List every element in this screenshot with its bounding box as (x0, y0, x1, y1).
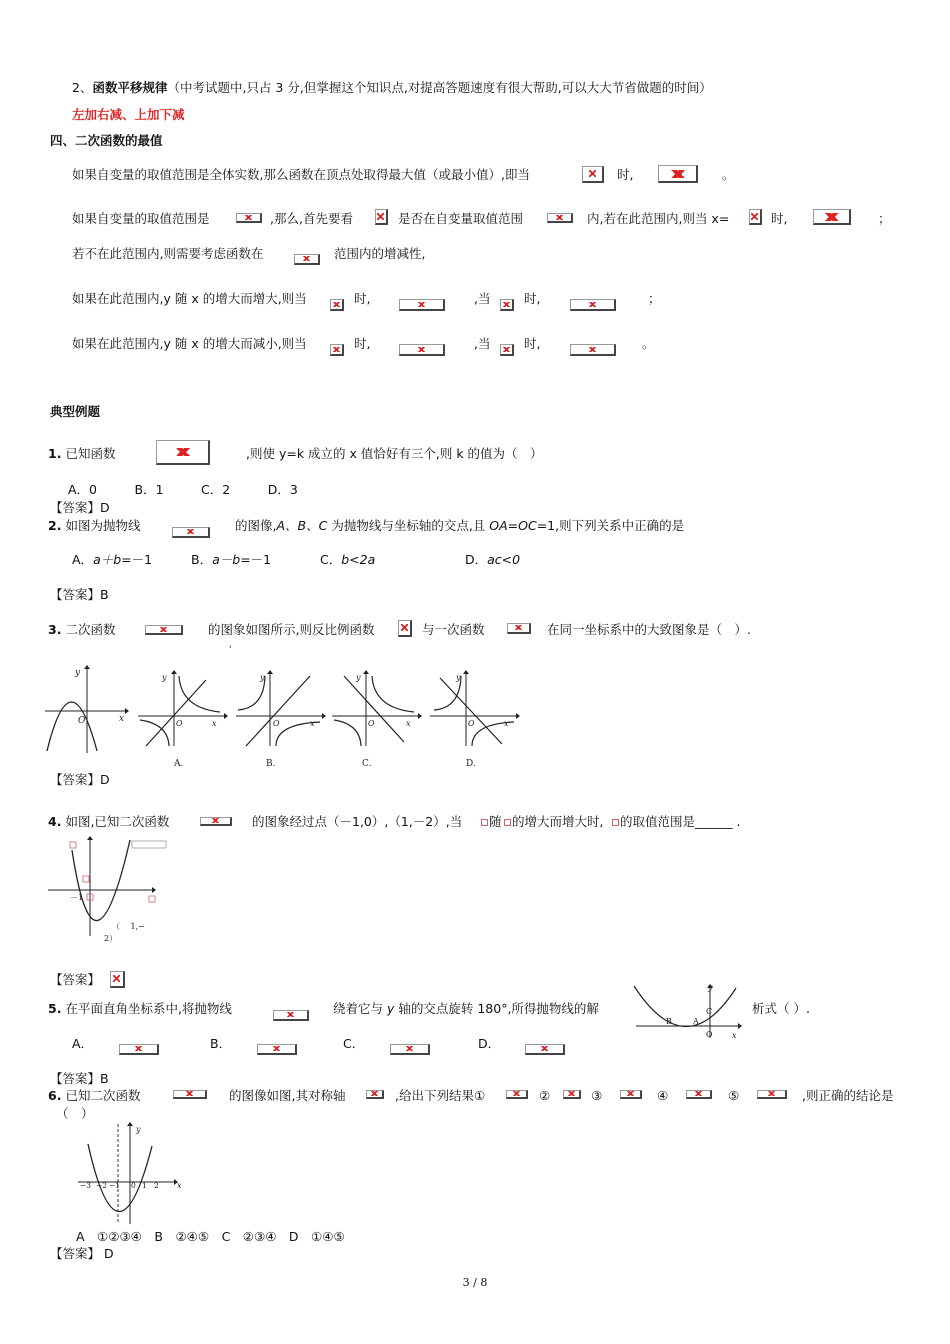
q4-point-label-2: 2） (104, 934, 118, 943)
y-label: y (75, 668, 81, 678)
s4-p4-text-b: 时, (354, 291, 371, 306)
s4-p5-text-e: 。 (642, 336, 655, 351)
q3-text-a: 二次函数 (65, 622, 116, 637)
q3-text-d: 在同一坐标系中的大致图象是（ ）. (547, 622, 751, 637)
q3-answer: 【答案】D (50, 772, 110, 787)
parabola-curve (634, 986, 736, 1027)
q5-text-d: 析式（ ）. (752, 1001, 810, 1016)
formula-image (749, 209, 762, 225)
svg-text:x: x (406, 719, 411, 728)
q2-option-b: B．a－b=－1 (191, 552, 272, 567)
q3-option-b-figure (236, 670, 326, 770)
formula-image (658, 165, 698, 183)
q5-text-a: 在平面直角坐标系中,将抛物线 (65, 1001, 232, 1016)
s4-p5-text-a: 如果在此范围内,y 随 x 的增大而减小,则当 (72, 336, 307, 351)
s4-p3-text-b: 范围内的增减性, (334, 246, 426, 261)
s4-p5-text-d: 时, (524, 336, 541, 351)
section-2-title: 函数平移规律 (92, 80, 168, 95)
q6-figure (76, 1122, 188, 1226)
s4-p5-text-b: 时, (354, 336, 371, 351)
option-a-label: A. (174, 759, 184, 769)
hyperbola-branch (179, 676, 220, 712)
q3-option-c-figure (332, 670, 422, 770)
origin-label: O (78, 716, 86, 726)
section-2-note: （中考试题中,只占 3 分,但掌握这个知识点,对提高答题速度有很大帮助,可以大大节省做题的时间） (167, 80, 712, 95)
svg-text:O: O (468, 719, 475, 728)
formula-image (200, 817, 232, 826)
q1-text-a: 已知函数 (65, 446, 116, 461)
option-d-label: D. (466, 759, 476, 769)
formula-image (119, 1044, 159, 1055)
q5-figure (628, 982, 746, 1042)
formula-image (399, 344, 445, 356)
parabola-curve (88, 1144, 152, 1212)
s4-p5-text-c: ,当 (474, 336, 491, 351)
formula-image (757, 1090, 787, 1099)
q4-figure (46, 836, 166, 946)
y-axis-arrow (84, 665, 90, 669)
s4-p2-text-e: 时, (771, 211, 788, 226)
examples-title: 典型例题 (50, 404, 101, 419)
q2-text-a: 如图为抛物线 (65, 518, 141, 533)
formula-image (145, 625, 183, 635)
svg-text:y: y (260, 673, 265, 682)
parabola-curve (47, 702, 97, 751)
svg-text:O: O (176, 719, 183, 728)
q5-answer: 【答案】B (50, 1071, 109, 1086)
formula-image (257, 1044, 297, 1055)
svg-text:y: y (162, 673, 167, 682)
q6-options: A ①②③④ B ②④⑤ C ②③④ D ①④⑤ (76, 1229, 345, 1244)
formula-image (398, 620, 412, 637)
x-axis-arrow (125, 708, 129, 714)
formula-image (375, 209, 388, 225)
q5-stem-b: 绕着它与 y 轴的交点旋转 180°,所得抛物线的解 (333, 1001, 599, 1016)
q5-number: 5. (48, 1001, 62, 1016)
svg-text:y: y (136, 1125, 141, 1134)
svg-text:B: B (666, 1017, 672, 1026)
q4-stem-a (48, 814, 169, 830)
q1-text-b: ,则使 y=k 成立的 x 值恰好有三个,则 k 的值为（ ） (246, 446, 543, 461)
q1-stem (48, 446, 115, 462)
formula-image (582, 166, 604, 183)
svg-text:−1: −1 (109, 1181, 121, 1190)
s4-p1 (72, 167, 530, 183)
q2-text-b: 的图像, (235, 518, 277, 533)
s4-p2-text-f: ； (878, 211, 891, 226)
svg-text:C: C (706, 1007, 713, 1016)
q2-option-c: C．b<2a (320, 552, 376, 567)
section-2-number: 2、 (72, 80, 93, 95)
q2-text-c: 为抛物线与坐标轴的交点,且 (327, 518, 490, 533)
s4-p1-text-c: 。 (722, 167, 735, 182)
svg-text:−2: −2 (96, 1181, 108, 1190)
formula-image (172, 527, 210, 538)
q2-option-d: D．ac<0 (465, 552, 521, 567)
q4-text-d: 的增大而增大时, (512, 814, 604, 829)
page-number: 3 / 8 (462, 1276, 488, 1289)
q1-answer: 【答案】D (50, 500, 110, 515)
s4-p1-text-a: 如果自变量的取值范围是全体实数,那么函数在顶点处取得最大值（或最小值）,即当 (72, 167, 530, 182)
svg-text:O: O (273, 719, 280, 728)
q1-number: 1. (48, 446, 62, 461)
q6-text-c: ,给出下列结果① (395, 1088, 486, 1103)
line (146, 680, 206, 746)
q3-number: 3. (48, 622, 62, 637)
formula-image (563, 1090, 581, 1099)
svg-text:A: A (693, 1017, 699, 1026)
q5-option-c: C． (343, 1036, 365, 1051)
s4-p2-text-c: 是否在自变量取值范围 (398, 211, 524, 226)
svg-text:2: 2 (154, 1181, 159, 1190)
svg-text:x: x (177, 1181, 182, 1190)
svg-text:x: x (504, 719, 509, 728)
svg-text:O: O (706, 1030, 713, 1039)
q6-num-4: ④ (657, 1088, 669, 1103)
option-b-label: B. (266, 759, 276, 769)
q2-option-a: A．a＋b=－1 (72, 552, 153, 567)
formula-image (399, 299, 445, 311)
formula-image (156, 440, 210, 465)
q6-text-a: 已知二次函数 (65, 1088, 141, 1103)
formula-image (366, 1090, 384, 1099)
svg-text:x: x (310, 719, 315, 728)
formula-image (570, 299, 616, 311)
s4-p4-text-a: 如果在此范围内,y 随 x 的增大而增大,则当 (72, 291, 307, 306)
q6-num-5: ⑤ (728, 1088, 740, 1103)
q4-neg1-label: －1 (70, 893, 84, 902)
q4-number: 4. (48, 814, 62, 829)
formula-image (525, 1044, 565, 1055)
formula-image (390, 1044, 430, 1055)
formula-image (813, 209, 851, 225)
s4-p2-text-d: 内,若在此范围内,则当 x= (587, 211, 730, 226)
formula-image (686, 1090, 712, 1099)
formula-image (236, 213, 262, 223)
q6-text-e: （ ） (56, 1106, 94, 1121)
formula-image (173, 1090, 207, 1099)
q5-stem-a (48, 1001, 232, 1017)
s4-p1-text-b: 时, (617, 167, 634, 182)
q2-text-oa-oc: OA=OC (489, 518, 537, 533)
svg-text:y: y (456, 673, 461, 682)
q2-text-abc: A、B、C (276, 518, 328, 533)
formula-image (500, 299, 514, 311)
q2-answer: 【答案】B (50, 587, 109, 602)
x-label: x (119, 714, 125, 724)
s4-p2-text-a: 如果自变量的取值范围是 (72, 211, 210, 226)
formula-image (294, 254, 320, 265)
q6-stem-a (48, 1088, 140, 1104)
q5-option-d: D． (478, 1036, 501, 1051)
shift-rule: 左加右减、上加下减 (72, 107, 185, 122)
parabola-curve (72, 840, 130, 921)
s4-p2-text-b: ,那么,首先要看 (270, 211, 353, 226)
svg-text:y: y (356, 673, 361, 682)
s4-p4-text-d: 时, (524, 291, 541, 306)
formula-image (330, 344, 344, 356)
q3-parabola-figure (45, 665, 130, 755)
s4-p4-text-c: ,当 (474, 291, 491, 306)
q6-answer: 【答案】 D (50, 1246, 114, 1261)
svg-text:−3: −3 (80, 1181, 92, 1190)
formula-image (570, 344, 616, 356)
formula-image (481, 819, 488, 826)
svg-text:x: x (732, 1031, 737, 1040)
q4-answer: 【答案】 (50, 972, 101, 987)
section-2-line (72, 80, 712, 96)
option-c-label: C. (362, 759, 372, 769)
q2-text-d: =1,则下列关系中正确的是 (536, 518, 685, 533)
formula-image (330, 299, 344, 311)
q2-number: 2. (48, 518, 62, 533)
q4-text-b: 的图象经过点（－1,0）,（1,－2）,当 (252, 814, 463, 829)
q4-point-label-1: （ 1,− (112, 922, 145, 931)
q6-num-2: ② (539, 1088, 551, 1103)
formula-image (504, 819, 511, 826)
q3-stem-a (48, 622, 115, 638)
formula-image (506, 1090, 528, 1099)
q3-stray-mark: ' (229, 645, 232, 655)
formula-image (500, 344, 514, 356)
svg-text:1: 1 (142, 1181, 147, 1190)
q6-number: 6. (48, 1088, 62, 1103)
q5-option-b: B． (210, 1036, 232, 1051)
q5-option-a: A． (72, 1036, 94, 1051)
q3-text-c: 与一次函数 (422, 622, 485, 637)
q6-text-b: 的图像如图,其对称轴 (229, 1088, 346, 1103)
q3-option-a-figure (138, 670, 228, 770)
formula-image (612, 819, 619, 826)
formula-image (620, 1090, 642, 1099)
section-4-title: 四、二次函数的最值 (50, 133, 163, 148)
q2-stem-b (235, 518, 684, 534)
q3-text-b: 的图象如图所示,则反比例函数 (208, 622, 375, 637)
svg-text:y: y (708, 983, 713, 992)
q4-text-a: 如图,已知二次函数 (65, 814, 170, 829)
hyperbola-branch (140, 720, 169, 746)
formula-image (507, 623, 531, 634)
q4-text-c: 随 (489, 814, 502, 829)
formula-image (273, 1010, 309, 1021)
q4-text-e: 的取值范围是______ . (620, 814, 741, 829)
q1-options: A．0 B．1 C．2 D．3 (68, 482, 298, 497)
formula-image (110, 971, 125, 988)
q2-stem-a (48, 518, 140, 534)
s4-p4-text-e: ； (648, 291, 661, 306)
formula-image (547, 213, 573, 223)
q6-num-3: ③ (591, 1088, 603, 1103)
svg-text:O: O (368, 719, 375, 728)
svg-text:x: x (212, 719, 217, 728)
q6-text-d: ,则正确的结论是 (802, 1088, 894, 1103)
s4-p3-text-a: 若不在此范围内,则需要考虑函数在 (72, 246, 264, 261)
q3-option-d-figure (430, 670, 520, 770)
svg-text:0: 0 (131, 1181, 136, 1190)
